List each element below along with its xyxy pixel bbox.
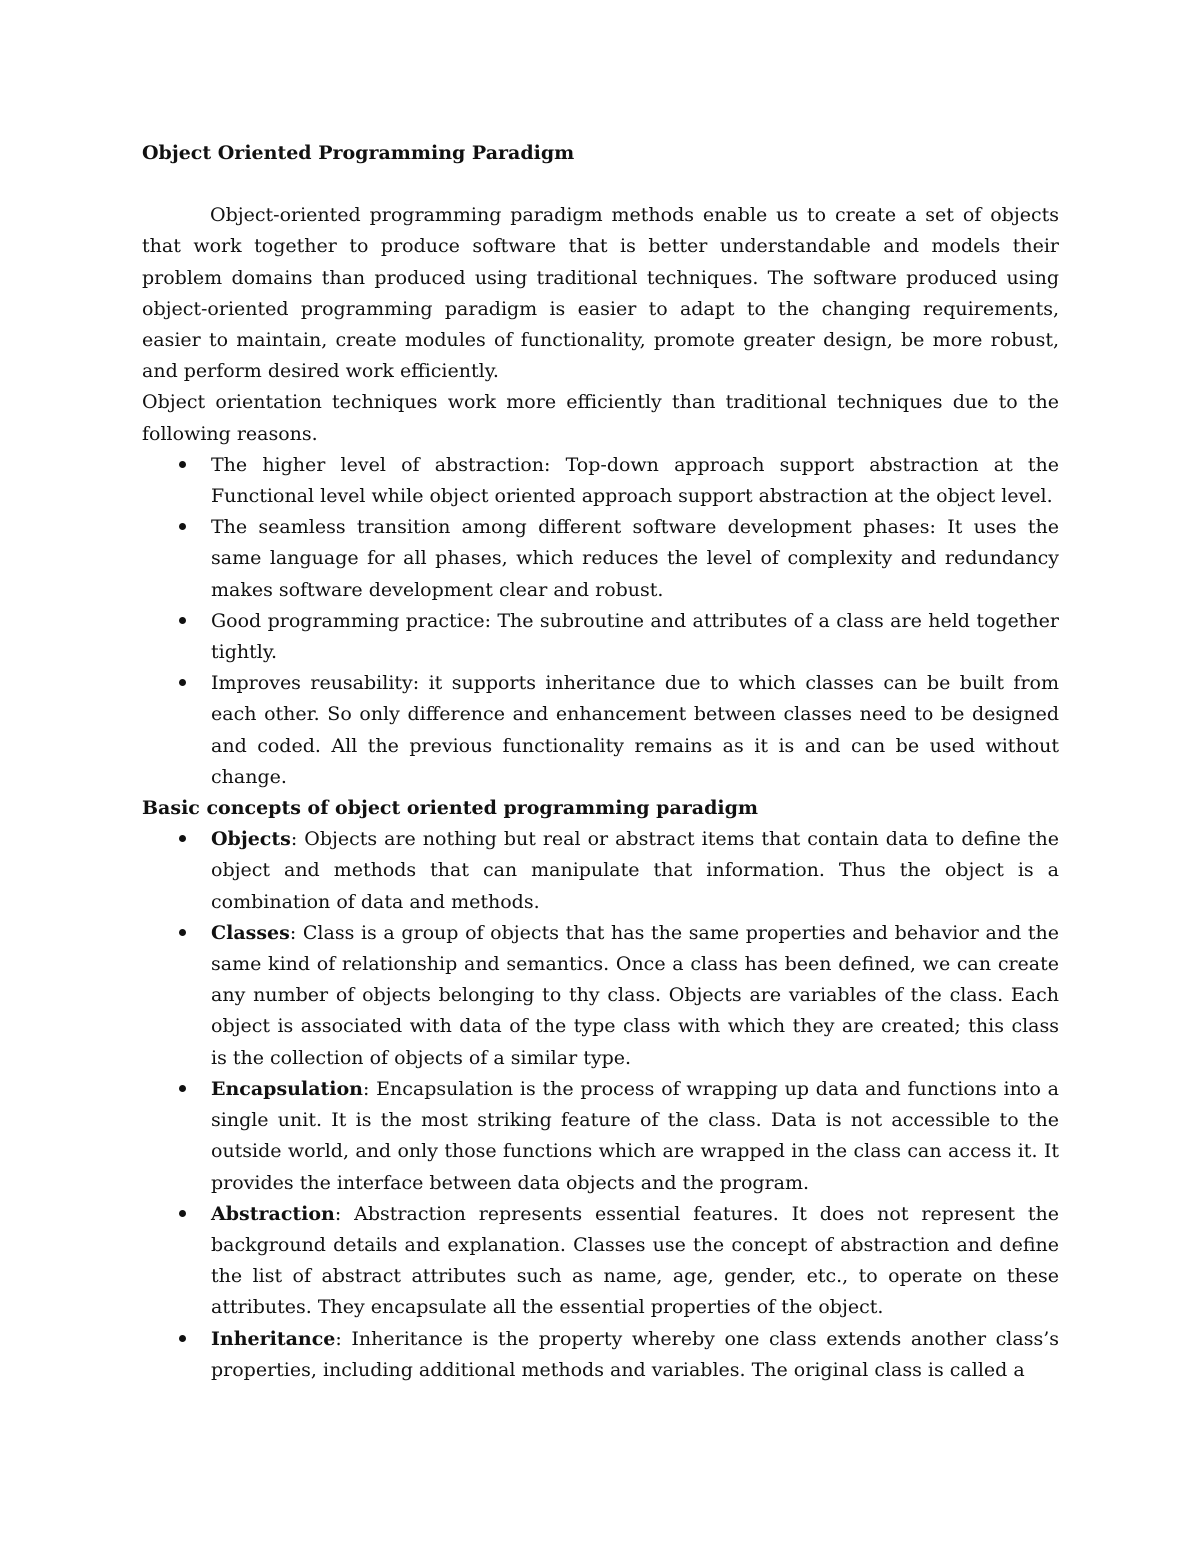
bullet-icon	[172, 450, 192, 481]
concept-description: : Inheritance is the property whereby one class extends another class’s properties, including additional methods and variables. The original class is called a	[211, 1327, 1059, 1381]
bullet-icon	[172, 1074, 192, 1105]
list-item-text: Good programming practice: The subroutine and attributes of a class are held together tightly.	[211, 609, 1059, 664]
concepts-heading: Basic concepts of object oriented programming paradigm	[142, 797, 758, 820]
list-item	[142, 450, 1059, 512]
bullet-icon	[172, 824, 192, 855]
intro-paragraph: Object-oriented programming paradigm methods enable us to create a set of objects that work together to produce software that is better understandable and models their problem domains than produced using traditional techniques. The software produced using object-oriented programming paradigm is easier to adapt to the changing requirements, easier to maintain, create modules of functionality, promote greater design, be more robust, and perform desired work efficiently.	[142, 204, 1059, 383]
list-item	[142, 606, 1059, 668]
bullet-icon	[172, 512, 192, 543]
concept-description: : Abstraction represents essential features. It does not represent the background details and explanation. Classes use the concept of abstraction and define the list of abstract attributes such as name, age, gender, etc., to operate on these attributes. They encapsulate all the essential properties of the object.	[211, 1202, 1059, 1319]
list-item	[142, 918, 1059, 1074]
concept-description: : Class is a group of objects that has the same properties and behavior and the same kind of relationship and semantics. Once a class has been defined, we can create any number of objects belonging to thy class. Objects are variables of the class. Each object is associated with data of the type class with which they are created; this class is the collection of objects of a similar type.	[211, 921, 1059, 1069]
document-page	[142, 138, 1059, 1386]
page-title: Object Oriented Programming Paradigm	[142, 142, 575, 164]
concept-term: Objects	[211, 828, 291, 851]
bullet-icon	[172, 918, 192, 949]
list-item	[142, 512, 1059, 606]
bullet-icon	[172, 1324, 192, 1355]
concept-term: Inheritance	[211, 1327, 336, 1350]
list-item	[142, 1199, 1059, 1324]
list-item	[142, 1074, 1059, 1199]
list-item-text: Improves reusability: it supports inheritance due to which classes can be built from each other. So only difference and enhancement between classes need to be designed and coded. All the previous functionality remains as it is and can be used without change.	[211, 672, 1059, 788]
list-item	[142, 1324, 1059, 1386]
bullet-icon	[172, 1199, 192, 1230]
concept-term: Abstraction	[211, 1202, 335, 1225]
concept-term: Encapsulation	[211, 1077, 363, 1100]
concepts-list	[142, 824, 1059, 1386]
concept-term: Classes	[211, 921, 290, 944]
concept-description: : Encapsulation is the process of wrapping up data and functions into a single unit. It is the most striking feature of the class. Data is not accessible to the outside world, and only those functions which are wrapped in the class can access it. It provides the interface between data objects and the program.	[211, 1077, 1059, 1194]
concept-description: : Objects are nothing but real or abstract items that contain data to define the object and methods that can manipulate that information. Thus the object is a combination of data and methods.	[211, 828, 1059, 913]
reasons-list	[142, 450, 1059, 793]
bullet-icon	[172, 668, 192, 699]
list-item-text: The seamless transition among different software development phases: It uses the same language for all phases, which reduces the level of complexity and redundancy makes software development clear and robust.	[211, 516, 1059, 601]
list-item	[142, 824, 1059, 918]
bullet-icon	[172, 606, 192, 637]
list-item	[142, 668, 1059, 793]
list-item-text: The higher level of abstraction: Top-down approach support abstraction at the Functional level while object oriented approach support abstraction at the object level.	[211, 453, 1059, 508]
reasons-lead-paragraph: Object orientation techniques work more efficiently than traditional techniques due to the following reasons.	[142, 391, 1059, 445]
